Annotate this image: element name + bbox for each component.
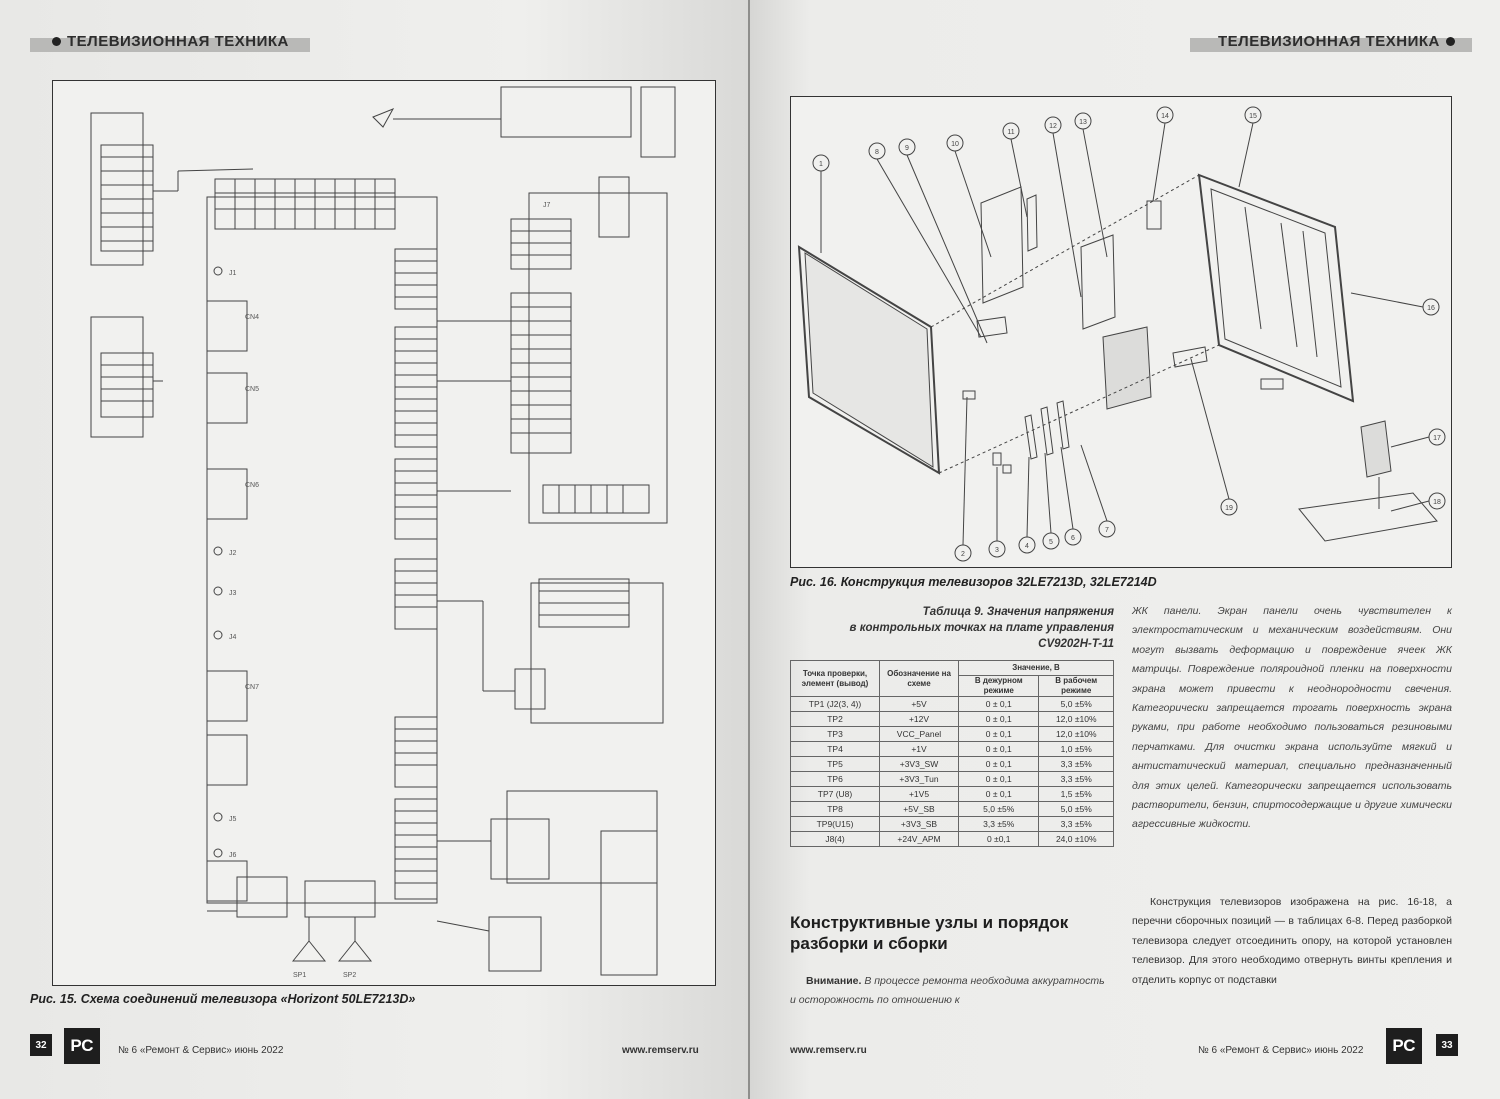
table-cell: +5V_SB xyxy=(880,802,959,817)
logo-rs: РС xyxy=(1386,1028,1422,1064)
callout-8: 8 xyxy=(875,149,879,156)
callout-6: 6 xyxy=(1071,535,1075,542)
table-cell: TP4 xyxy=(791,742,880,757)
table-header: В дежурном режиме xyxy=(959,676,1039,697)
label-j2: J2 xyxy=(229,550,237,557)
table-title-line: CV9202H-T-11 xyxy=(1038,638,1114,650)
table-cell: 12,0 ±10% xyxy=(1039,727,1114,742)
section-heading: Конструктивные узлы и порядок разборки и сборки xyxy=(790,913,1069,953)
table-cell: 0 ± 0,1 xyxy=(959,787,1039,802)
bullet-icon xyxy=(1446,37,1455,46)
table-cell: 3,3 ±5% xyxy=(1039,772,1114,787)
footer-issue: № 6 «Ремонт & Сервис» июнь 2022 xyxy=(118,1045,284,1056)
table-cell: 3,3 ±5% xyxy=(959,817,1039,832)
label-sp1: SP1 xyxy=(293,972,307,979)
attention-label: Внимание. xyxy=(806,975,862,987)
page-header-text: ТЕЛЕВИЗИОННАЯ ТЕХНИКА xyxy=(67,32,289,50)
callout-17: 17 xyxy=(1433,435,1441,442)
callout-11: 11 xyxy=(1007,129,1015,136)
label-j5: J5 xyxy=(229,816,237,823)
callout-14: 14 xyxy=(1161,113,1169,120)
table-cell: TP6 xyxy=(791,772,880,787)
table-cell: TP7 (U8) xyxy=(791,787,880,802)
table-header: Точка проверки, элемент (вывод) xyxy=(791,661,880,697)
label-j7: J7 xyxy=(543,202,551,209)
table-cell: 3,3 ±5% xyxy=(1039,757,1114,772)
label-cn7: CN7 xyxy=(245,684,260,691)
footer-url: www.remserv.ru xyxy=(790,1045,867,1056)
table-row xyxy=(791,757,1114,772)
label-j1: J1 xyxy=(229,270,237,277)
table-cell: VCC_Panel xyxy=(880,727,959,742)
callout-9: 9 xyxy=(905,145,909,152)
logo-rs: РС xyxy=(64,1028,100,1064)
table-cell: 0 ± 0,1 xyxy=(959,772,1039,787)
bullet-icon xyxy=(52,37,61,46)
table-cell: +5V xyxy=(880,697,959,712)
table-cell: +12V xyxy=(880,712,959,727)
label-cn6: CN6 xyxy=(245,482,260,489)
label-cn5: CN5 xyxy=(245,386,260,393)
table-cell: TP1 (J2(3, 4)) xyxy=(791,697,880,712)
callout-12: 12 xyxy=(1049,123,1057,130)
table-cell: TP9(U15) xyxy=(791,817,880,832)
page-header-text: ТЕЛЕВИЗИОННАЯ ТЕХНИКА xyxy=(1218,32,1440,50)
table-cell: 5,0 ±5% xyxy=(959,802,1039,817)
table-cell: 0 ± 0,1 xyxy=(959,712,1039,727)
label-j4: J4 xyxy=(229,634,237,641)
footer-issue: № 6 «Ремонт & Сервис» июнь 2022 xyxy=(1198,1045,1364,1056)
table-header: Обозначение на схеме xyxy=(880,661,959,697)
callout-3: 3 xyxy=(995,547,999,554)
table-cell: TP2 xyxy=(791,712,880,727)
table-row xyxy=(791,697,1114,712)
page-number: 33 xyxy=(1436,1034,1458,1056)
table-header: В рабочем режиме xyxy=(1039,676,1114,697)
callout-2: 2 xyxy=(961,551,965,558)
callout-19: 19 xyxy=(1225,505,1233,512)
wiring-diagram xyxy=(52,80,716,986)
table-title-line: Таблица 9. Значения напряжения xyxy=(922,606,1114,618)
table-row xyxy=(791,727,1114,742)
page-header xyxy=(52,30,289,52)
table-cell: +3V3_SW xyxy=(880,757,959,772)
table-cell: +24V_APM xyxy=(880,832,959,847)
disassembly-text: Конструкция телевизоров изображена на рис. 16-18, а перечни сборочных позиций — в таблицах 6-8. Перед разборкой телевизора следует отсоединить опору, на которой установлен телевизор. Для этого необходимо отвернуть винты крепления и отделить корпус от подставки xyxy=(1132,896,1452,986)
table-row xyxy=(791,787,1114,802)
table-cell: 0 ± 0,1 xyxy=(959,757,1039,772)
callout-4: 4 xyxy=(1025,543,1029,550)
table-row xyxy=(791,832,1114,847)
table-cell: 0 ± 0,1 xyxy=(959,727,1039,742)
exploded-view-svg xyxy=(791,97,1451,567)
table-row xyxy=(791,712,1114,727)
callout-1: 1 xyxy=(819,161,823,168)
table-cell: 24,0 ±10% xyxy=(1039,832,1114,847)
table-row xyxy=(791,817,1114,832)
callout-18: 18 xyxy=(1433,499,1441,506)
voltage-table xyxy=(790,660,1114,847)
table-cell: 3,3 ±5% xyxy=(1039,817,1114,832)
label-j3: J3 xyxy=(229,590,237,597)
table-cell: J8(4) xyxy=(791,832,880,847)
table-cell: 0 ±0,1 xyxy=(959,832,1039,847)
right-page xyxy=(750,0,1500,1099)
label-sp2: SP2 xyxy=(343,972,357,979)
callout-7: 7 xyxy=(1105,527,1109,534)
table-9-title xyxy=(780,604,1114,652)
attention-text: В процессе ремонта необходима аккуратность и осторожность по отношению к xyxy=(790,975,1105,1007)
table-header: Значение, В xyxy=(959,661,1114,676)
callout-13: 13 xyxy=(1079,119,1087,126)
table-cell: 0 ± 0,1 xyxy=(959,697,1039,712)
table-row xyxy=(791,772,1114,787)
page-number: 32 xyxy=(30,1034,52,1056)
figure-15-caption: Рис. 15. Схема соединений телевизора «Horizont 50LE7213D» xyxy=(30,992,416,1006)
table-cell: +1V5 xyxy=(880,787,959,802)
table-cell: 5,0 ±5% xyxy=(1039,802,1114,817)
callout-16: 16 xyxy=(1427,305,1435,312)
callout-5: 5 xyxy=(1049,539,1053,546)
callout-10: 10 xyxy=(951,141,959,148)
table-cell: 1,5 ±5% xyxy=(1039,787,1114,802)
panel-warning-text: ЖК панели. Экран панели очень чувствителен к электростатическим и механическим воздействиям. Они могут вызвать деформацию и повреждение ячеек ЖК матрицы. Повреждение поляроидной пленки на поверхности экрана может привести к неоднородности свечения. Категорически запрещается трогать поверхность экрана руками, при работе необходимо пользоваться резиновыми перчатками. Для очистки экрана используйте мягкий и антистатический материал, специально предназначенный для этих целей. Категорически запрещается использовать растворители, бензин, спиртосодержащие и другие химически агрессивные жидкости. xyxy=(1132,605,1452,831)
footer-url: www.remserv.ru xyxy=(622,1045,699,1056)
wiring-diagram-svg xyxy=(53,81,715,985)
table-row xyxy=(791,802,1114,817)
table-cell: 12,0 ±10% xyxy=(1039,712,1114,727)
left-page xyxy=(0,0,748,1099)
label-cn4: CN4 xyxy=(245,314,260,321)
callout-15: 15 xyxy=(1249,113,1257,120)
table-cell: TP5 xyxy=(791,757,880,772)
exploded-view xyxy=(790,96,1452,568)
table-cell: +3V3_Tun xyxy=(880,772,959,787)
attention-paragraph xyxy=(790,972,1110,1011)
table-cell: +3V3_SB xyxy=(880,817,959,832)
table-cell: 5,0 ±5% xyxy=(1039,697,1114,712)
figure-16-caption: Рис. 16. Конструкция телевизоров 32LE7213D, 32LE7214D xyxy=(790,575,1157,589)
table-cell: +1V xyxy=(880,742,959,757)
table-row xyxy=(791,742,1114,757)
table-cell: 0 ± 0,1 xyxy=(959,742,1039,757)
table-title-line: в контрольных точках на плате управления xyxy=(849,622,1114,634)
label-j6: J6 xyxy=(229,852,237,859)
table-cell: 1,0 ±5% xyxy=(1039,742,1114,757)
page-header xyxy=(1218,30,1455,52)
table-cell: TP3 xyxy=(791,727,880,742)
table-cell: TP8 xyxy=(791,802,880,817)
